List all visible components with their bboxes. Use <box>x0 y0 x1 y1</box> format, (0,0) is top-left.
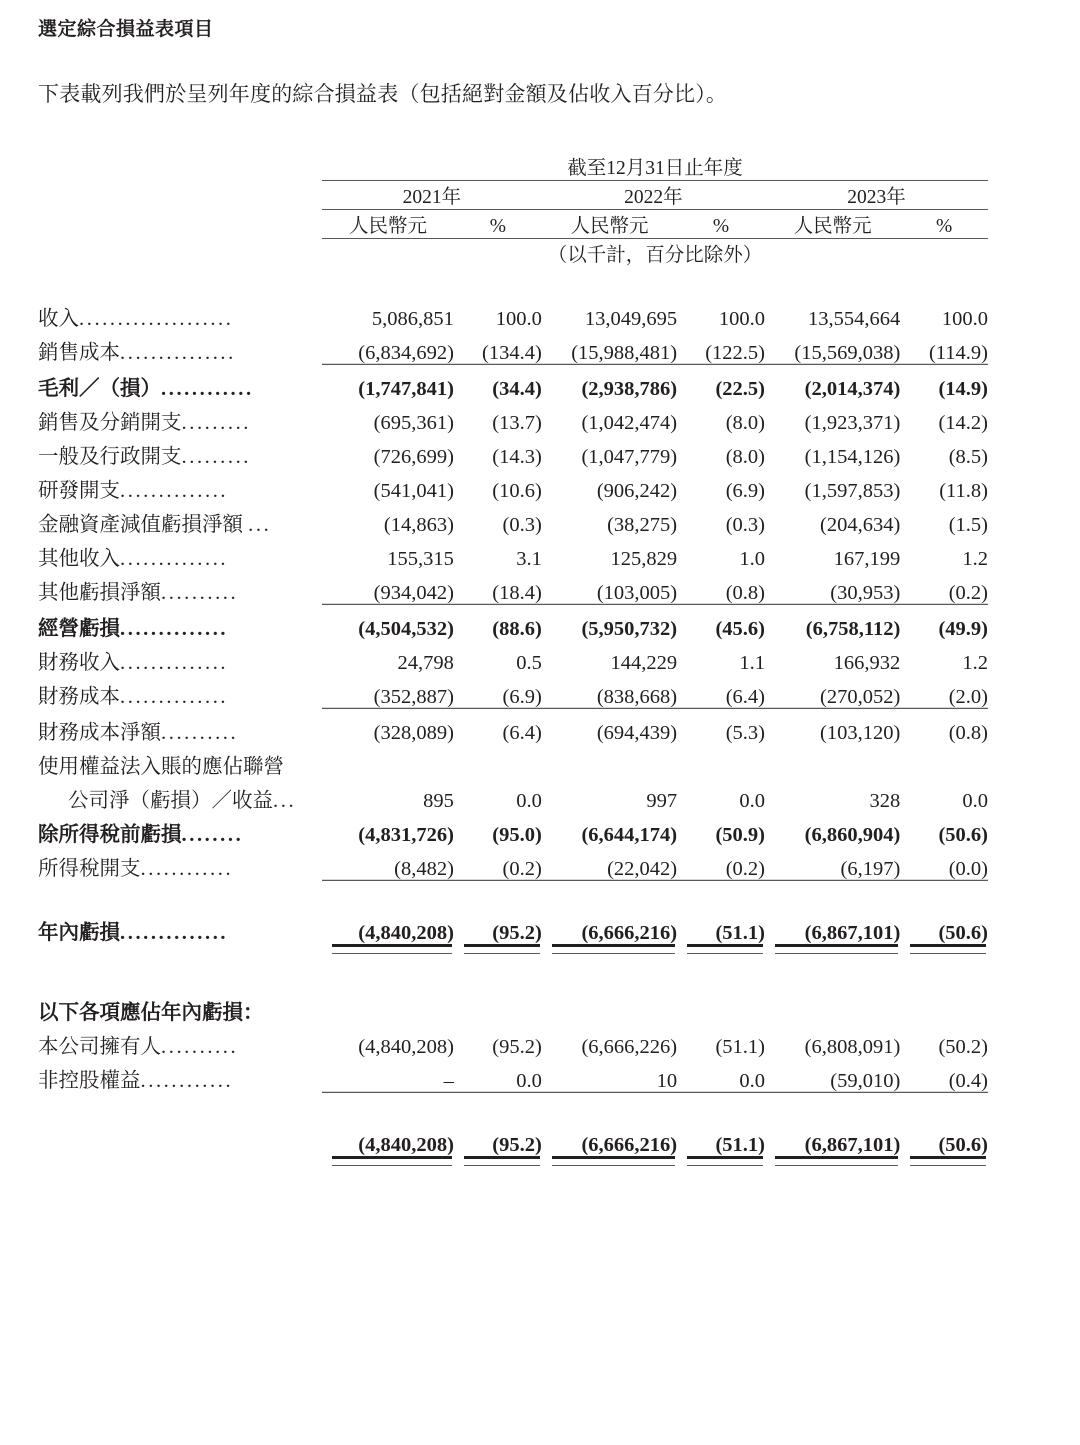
year-header-2022: 2022年 <box>542 181 765 210</box>
table-row-gross-profit <box>38 365 988 401</box>
cell-sell-2023-amt: (1,923,371) <box>804 412 901 434</box>
cell-nci-2021-pct: 0.0 <box>454 1059 542 1093</box>
cell-rd-2021-pct: (10.6) <box>492 480 542 502</box>
cell-own-2022-amt: (6,666,226) <box>581 1036 678 1058</box>
row-label-operating-loss: 經營虧損.............. <box>38 618 229 640</box>
cell-nfc-2022-pct: (5.3) <box>725 722 765 744</box>
cell-revenue-2022-amt: 13,049,695 <box>584 308 678 330</box>
cell-cos-2023-amt: (15,569,038) <box>765 331 900 365</box>
cell-nfc-2021-amt: (328,089) <box>373 722 454 744</box>
cell-lfy-2022-amt: (6,666,216) <box>542 911 677 945</box>
unit-percent-2021: % <box>454 210 542 239</box>
cell-own-2023-amt: (6,808,091) <box>804 1036 901 1058</box>
table-row-revenue <box>38 297 988 331</box>
cell-sell-2022-amt: (1,042,474) <box>581 412 678 434</box>
cell-nfc-2021-pct: (6.4) <box>502 722 542 744</box>
cell-lbt-2023-pct: (50.6) <box>938 824 988 846</box>
cell-tax-2022-amt: (22,042) <box>542 847 677 881</box>
table-row-associates-line1 <box>38 745 988 779</box>
cell-sell-2021-pct: (13.7) <box>492 412 542 434</box>
year-header-2023: 2023年 <box>765 181 988 210</box>
cell-cos-2021-amt: (6,834,692) <box>322 331 454 365</box>
cell-cos-2022-amt: (15,988,481) <box>542 331 677 365</box>
table-row-associates-line2 <box>38 779 988 813</box>
row-label-finance-income: 財務收入.............. <box>38 652 229 674</box>
table-row-net-finance-costs <box>38 709 988 745</box>
row-label-admin-expenses: 一般及行政開支......... <box>38 446 252 468</box>
table-header-year-row <box>38 181 988 210</box>
cell-assoc-2023-pct: 0.0 <box>962 790 988 812</box>
cell-gp-2022-amt: (2,938,786) <box>581 378 678 400</box>
cell-rd-2021-amt: (541,041) <box>373 480 454 502</box>
row-label-owners: 本公司擁有人.......... <box>38 1036 239 1058</box>
row-label-net-finance-costs: 財務成本淨額.......... <box>38 722 239 744</box>
cell-lbt-2023-amt: (6,860,904) <box>804 824 901 846</box>
table-row-owners <box>38 1025 988 1059</box>
table-row-admin-expenses <box>38 435 988 469</box>
row-label-nci: 非控股權益............ <box>38 1070 234 1092</box>
cell-revenue-2022-pct: 100.0 <box>718 308 765 330</box>
cell-assoc-2021-pct: 0.0 <box>516 790 542 812</box>
table-header-unit-row <box>38 210 988 239</box>
table-row-other-losses <box>38 571 988 605</box>
cell-ol-2021-amt: (934,042) <box>322 571 454 605</box>
cell-lfy-2021-amt: (4,840,208) <box>322 911 454 945</box>
table-row-grand-total <box>38 1123 988 1157</box>
cell-ol-2022-pct: (0.8) <box>677 571 765 605</box>
table-row-loss-for-year <box>38 911 988 945</box>
row-label-income-tax: 所得稅開支............ <box>38 858 234 880</box>
cell-nci-2022-amt: 10 <box>542 1059 677 1093</box>
cell-admin-2023-amt: (1,154,126) <box>804 446 901 468</box>
row-label-other-losses: 其他虧損淨額.......... <box>38 582 239 604</box>
income-statement-table <box>38 152 988 1157</box>
cell-opl-2022-pct: (45.6) <box>715 618 765 640</box>
cell-gp-2021-amt: (1,747,841) <box>358 378 454 400</box>
cell-rd-2023-pct: (11.8) <box>939 480 988 502</box>
cell-opl-2021-amt: (4,504,532) <box>358 618 454 640</box>
cell-ol-2023-amt: (30,953) <box>765 571 900 605</box>
cell-admin-2022-amt: (1,047,779) <box>581 446 678 468</box>
cell-assoc-2022-pct: 0.0 <box>739 790 765 812</box>
row-label-associates-line1: 使用權益法入賬的應佔聯營 <box>38 756 284 778</box>
table-header-period-row <box>38 152 988 181</box>
table-row-rd-expenses <box>38 469 988 503</box>
cell-nci-2021-amt: – <box>322 1059 454 1093</box>
cell-tax-2023-pct: (0.0) <box>900 847 988 881</box>
cell-oi-2022-pct: 1.0 <box>739 548 765 570</box>
table-row-income-tax <box>38 847 988 881</box>
row-label-gross-profit: 毛利／（損）............ <box>38 378 254 400</box>
cell-rd-2023-amt: (1,597,853) <box>804 480 901 502</box>
unit-currency-2021: 人民幣元 <box>322 210 454 239</box>
table-header-note-row <box>38 239 988 268</box>
row-label-selling-expenses: 銷售及分銷開支......... <box>38 412 252 434</box>
cell-tax-2022-pct: (0.2) <box>677 847 765 881</box>
cell-sell-2022-pct: (8.0) <box>725 412 765 434</box>
cell-nfc-2023-amt: (103,120) <box>820 722 901 744</box>
cell-gt-2023-pct: (50.6) <box>900 1123 988 1157</box>
unit-currency-2022: 人民幣元 <box>542 210 677 239</box>
cell-nci-2023-pct: (0.4) <box>900 1059 988 1093</box>
cell-nci-2023-amt: (59,010) <box>765 1059 900 1093</box>
cell-sell-2021-amt: (695,361) <box>373 412 454 434</box>
cell-gt-2021-amt: (4,840,208) <box>322 1123 454 1157</box>
row-label-rd-expenses: 研發開支.............. <box>38 480 229 502</box>
cell-oi-2023-pct: 1.2 <box>962 548 988 570</box>
cell-gp-2023-pct: (14.9) <box>938 378 988 400</box>
cell-ol-2023-pct: (0.2) <box>900 571 988 605</box>
cell-oi-2021-pct: 3.1 <box>516 548 542 570</box>
cell-revenue-2023-pct: 100.0 <box>941 308 988 330</box>
cell-lbt-2022-amt: (6,644,174) <box>581 824 678 846</box>
pre-total-spacer <box>38 881 988 911</box>
cell-imp-2022-amt: (38,275) <box>607 514 678 536</box>
cell-own-2021-amt: (4,840,208) <box>358 1036 454 1058</box>
cell-nfc-2023-pct: (0.8) <box>948 722 988 744</box>
cell-oi-2023-amt: 167,199 <box>833 548 901 570</box>
cell-ol-2022-amt: (103,005) <box>542 571 677 605</box>
cell-nci-2022-pct: 0.0 <box>677 1059 765 1093</box>
row-label-loss-before-tax: 除所得稅前虧損........ <box>38 824 244 846</box>
cell-oi-2022-amt: 125,829 <box>610 548 678 570</box>
table-row-other-income <box>38 537 988 571</box>
cell-fc-2021-pct: (6.9) <box>454 675 542 709</box>
cell-imp-2023-pct: (1.5) <box>948 514 988 536</box>
page-title: 選定綜合損益表項目 <box>38 19 214 40</box>
header-body-spacer <box>38 267 988 297</box>
cell-gp-2022-pct: (22.5) <box>715 378 765 400</box>
cell-assoc-2022-amt: 997 <box>646 790 678 812</box>
cell-fc-2022-amt: (838,668) <box>542 675 677 709</box>
table-row-loss-before-tax <box>38 813 988 847</box>
cell-tax-2023-amt: (6,197) <box>765 847 900 881</box>
cell-lfy-2023-amt: (6,867,101) <box>765 911 900 945</box>
cell-opl-2021-pct: (88.6) <box>492 618 542 640</box>
cell-gp-2023-amt: (2,014,374) <box>804 378 901 400</box>
cell-fc-2023-pct: (2.0) <box>900 675 988 709</box>
cell-imp-2022-pct: (0.3) <box>725 514 765 536</box>
cell-imp-2023-amt: (204,634) <box>820 514 901 536</box>
row-label-loss-for-year: 年內虧損.............. <box>38 922 229 944</box>
cell-fi-2021-amt: 24,798 <box>397 652 454 674</box>
cell-gt-2021-pct: (95.2) <box>454 1123 542 1157</box>
cell-lbt-2021-pct: (95.0) <box>492 824 542 846</box>
intro-paragraph: 下表載列我們於呈列年度的綜合損益表（包括絕對金額及佔收入百分比）。 <box>38 82 728 106</box>
cell-own-2023-pct: (50.2) <box>938 1036 988 1058</box>
cell-fi-2021-pct: 0.5 <box>516 652 542 674</box>
table-row-nci <box>38 1059 988 1093</box>
cell-fi-2022-amt: 144,229 <box>610 652 678 674</box>
cell-lbt-2022-pct: (50.9) <box>715 824 765 846</box>
table-row-attributable-heading <box>38 991 988 1025</box>
unit-note: （以千計，百分比除外） <box>547 245 763 266</box>
cell-lbt-2021-amt: (4,831,726) <box>358 824 454 846</box>
cell-assoc-2021-amt: 895 <box>423 790 454 812</box>
row-label-other-income: 其他收入.............. <box>38 548 229 570</box>
unit-currency-2023: 人民幣元 <box>765 210 900 239</box>
row-label-finance-costs: 財務成本.............. <box>38 686 229 708</box>
period-header: 截至12月31日止年度 <box>322 152 988 181</box>
cell-opl-2023-pct: (49.9) <box>938 618 988 640</box>
row-label-grand-total <box>38 1123 307 1157</box>
cell-gt-2022-pct: (51.1) <box>677 1123 765 1157</box>
cell-cos-2023-pct: (114.9) <box>900 331 988 365</box>
table-row-operating-loss <box>38 605 988 641</box>
row-label-cost-of-sales: 銷售成本............... <box>38 342 236 364</box>
table-row-selling-expenses <box>38 401 988 435</box>
cell-sell-2023-pct: (14.2) <box>938 412 988 434</box>
cell-tax-2021-pct: (0.2) <box>454 847 542 881</box>
cell-fi-2023-amt: 166,932 <box>833 652 901 674</box>
year-header-2021: 2021年 <box>322 181 542 210</box>
cell-gt-2023-amt: (6,867,101) <box>765 1123 900 1157</box>
table-row-finance-costs <box>38 675 988 709</box>
cell-revenue-2021-pct: 100.0 <box>495 308 542 330</box>
row-label-associates-line2: 公司淨（虧損）／收益... <box>68 790 297 812</box>
row-label-revenue: 收入.................... <box>38 308 234 330</box>
cell-lfy-2021-pct: (95.2) <box>454 911 542 945</box>
table-row-finance-income <box>38 641 988 675</box>
cell-fc-2022-pct: (6.4) <box>677 675 765 709</box>
table-row-impairment <box>38 503 988 537</box>
cell-lfy-2023-pct: (50.6) <box>900 911 988 945</box>
cell-assoc-2023-amt: 328 <box>869 790 901 812</box>
cell-cos-2022-pct: (122.5) <box>677 331 765 365</box>
cell-cos-2021-pct: (134.4) <box>454 331 542 365</box>
cell-nfc-2022-amt: (694,439) <box>596 722 678 744</box>
cell-imp-2021-amt: (14,863) <box>383 514 454 536</box>
cell-imp-2021-pct: (0.3) <box>502 514 542 536</box>
cell-fi-2023-pct: 1.2 <box>962 652 988 674</box>
cell-fc-2021-amt: (352,887) <box>322 675 454 709</box>
unit-percent-2023: % <box>900 210 988 239</box>
cell-fi-2022-pct: 1.1 <box>739 652 765 674</box>
cell-gt-2022-amt: (6,666,216) <box>542 1123 677 1157</box>
cell-admin-2021-pct: (14.3) <box>492 446 542 468</box>
cell-admin-2022-pct: (8.0) <box>725 446 765 468</box>
cell-own-2022-pct: (51.1) <box>715 1036 765 1058</box>
cell-tax-2021-amt: (8,482) <box>322 847 454 881</box>
cell-revenue-2021-amt: 5,086,851 <box>371 308 454 330</box>
cell-oi-2021-amt: 155,315 <box>387 548 454 570</box>
table-row-cost-of-sales <box>38 331 988 365</box>
cell-opl-2023-amt: (6,758,112) <box>805 618 901 640</box>
cell-revenue-2023-amt: 13,554,664 <box>808 308 901 330</box>
row-label-attributable-heading: 以下各項應佔年內虧損： <box>38 1002 264 1024</box>
cell-lfy-2022-pct: (51.1) <box>677 911 765 945</box>
cell-own-2021-pct: (95.2) <box>492 1036 542 1058</box>
cell-ol-2021-pct: (18.4) <box>454 571 542 605</box>
cell-admin-2023-pct: (8.5) <box>948 446 988 468</box>
pre-grand-total-spacer <box>38 1093 988 1123</box>
unit-percent-2022: % <box>677 210 765 239</box>
cell-rd-2022-pct: (6.9) <box>725 480 765 502</box>
row-label-impairment: 金融資產減值虧損淨額 ... <box>38 514 272 536</box>
cell-opl-2022-amt: (5,950,732) <box>581 618 678 640</box>
cell-gp-2021-pct: (34.4) <box>492 378 542 400</box>
cell-rd-2022-amt: (906,242) <box>596 480 678 502</box>
cell-fc-2023-amt: (270,052) <box>765 675 900 709</box>
cell-admin-2021-amt: (726,699) <box>373 446 454 468</box>
